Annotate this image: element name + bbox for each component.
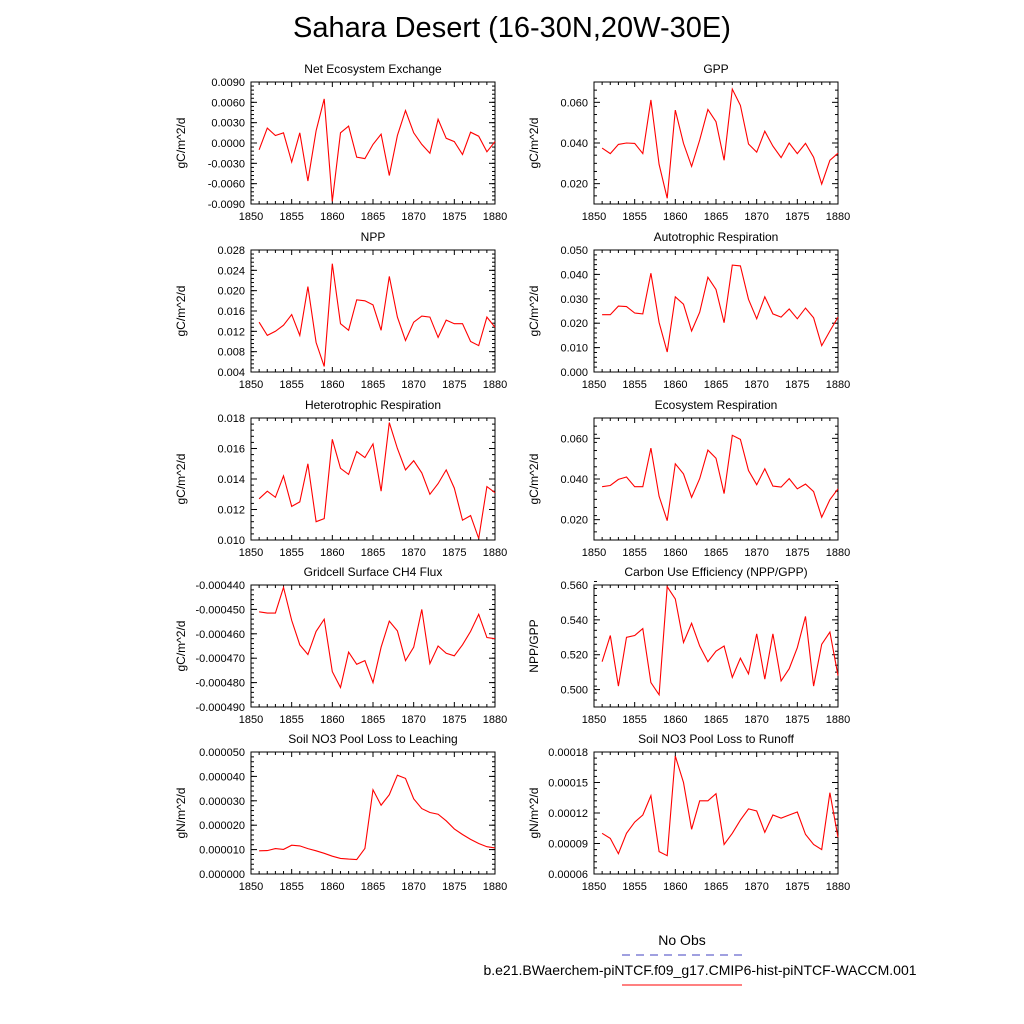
x-tick-label: 1850 [238,211,264,223]
y-axis-label: gC/m^2/d [174,285,188,337]
y-axis-label: gC/m^2/d [527,117,541,169]
y-tick-label: 0.020 [560,514,588,527]
x-tick-label: 1880 [825,211,851,223]
y-tick-label: 0.00012 [548,808,588,820]
plot-frame [594,585,838,707]
plot-frame [594,752,838,874]
y-tick-label: 0.020 [560,178,588,191]
y-tick-label: -0.000480 [195,677,245,690]
x-tick-label: 1860 [663,714,688,726]
y-tick-label: 0.00018 [548,747,588,759]
x-tick-label: 1880 [482,881,508,893]
x-tick-label: 1865 [703,211,729,223]
y-tick-label: 0.030 [560,293,588,306]
y-tick-label: 0.00009 [548,838,588,851]
y-tick-label: 0.040 [560,474,588,486]
panel-title: GPP [703,62,729,76]
plot-frame [251,418,495,540]
legend-model-label: b.e21.BWaerchem-piNTCF.f09_g17.CMIP6-hist-piNTCF-WACCM.001 [483,962,917,978]
y-tick-label: 0.060 [560,433,588,446]
y-tick-label: 0.014 [217,474,245,486]
x-tick-label: 1875 [442,211,467,223]
y-tick-label: 0.520 [560,649,588,662]
x-tick-label: 1855 [622,714,647,726]
y-tick-label: 0.010 [560,342,588,355]
y-tick-label: 0.016 [217,443,245,456]
x-tick-label: 1860 [320,881,345,893]
panel-title: Net Ecosystem Exchange [304,62,442,76]
chart-panel [174,62,507,223]
y-tick-label: 0.020 [217,285,245,298]
x-tick-label: 1870 [401,379,426,391]
y-tick-label: 0.028 [217,245,245,257]
y-tick-label: 0.050 [560,245,588,257]
y-tick-label: 0.560 [560,580,588,592]
x-tick-label: 1870 [744,714,769,726]
x-tick-label: 1855 [279,881,304,893]
panel-title: Carbon Use Efficiency (NPP/GPP) [624,565,808,579]
y-tick-label: 0.0060 [211,97,245,110]
y-tick-label: 0.000020 [199,820,245,833]
x-tick-label: 1870 [401,211,426,223]
panel-title: Heterotrophic Respiration [304,398,442,412]
x-tick-label: 1870 [401,547,426,559]
x-tick-label: 1865 [360,714,386,726]
y-tick-label: 0.000030 [199,795,245,808]
y-axis-label: NPP/GPP [527,619,541,673]
y-axis-label: gN/m^2/d [527,787,541,839]
plot-frame [251,752,495,874]
x-tick-label: 1870 [744,211,769,223]
y-tick-label: 0.000050 [199,747,245,759]
x-tick-label: 1875 [785,211,810,223]
y-tick-label: 0.020 [560,318,588,331]
y-axis-label: gC/m^2/d [527,453,541,505]
x-tick-label: 1860 [320,714,345,726]
x-tick-label: 1880 [482,714,508,726]
chart-panel [527,565,850,726]
x-tick-label: 1880 [825,547,851,559]
series-line [602,265,838,352]
y-tick-label: 0.024 [217,265,245,278]
x-tick-label: 1865 [360,547,386,559]
legend-obs-label: No Obs [658,932,706,948]
x-tick-label: 1860 [320,547,345,559]
x-tick-label: 1875 [785,714,810,726]
x-tick-label: 1850 [581,211,607,223]
x-tick-label: 1860 [663,379,688,391]
x-tick-label: 1865 [703,547,729,559]
y-tick-label: -0.000440 [195,580,245,592]
plot-frame [251,250,495,372]
x-tick-label: 1850 [581,714,607,726]
x-tick-label: 1855 [279,714,304,726]
panel-title: Soil NO3 Pool Loss to Leaching [288,732,458,746]
y-tick-label: 0.500 [560,684,588,697]
y-tick-label: 0.000000 [199,869,245,881]
chart-panel [174,230,507,391]
x-tick-label: 1850 [238,714,264,726]
x-tick-label: 1870 [401,714,426,726]
x-tick-label: 1875 [785,379,810,391]
x-tick-label: 1870 [744,881,769,893]
x-tick-label: 1865 [703,714,729,726]
y-tick-label: -0.0060 [207,178,245,191]
x-tick-label: 1870 [744,547,769,559]
figure-title: Sahara Desert (16-30N,20W-30E) [293,12,731,44]
x-tick-label: 1855 [279,211,304,223]
y-axis-label: gC/m^2/d [174,620,188,672]
series-line [259,99,495,201]
x-tick-label: 1850 [581,881,607,893]
y-axis-label: gN/m^2/d [174,787,188,839]
x-tick-label: 1855 [622,881,647,893]
x-tick-label: 1865 [360,211,386,223]
panel-title: Soil NO3 Pool Loss to Runoff [638,732,794,746]
series-line [602,587,838,695]
x-tick-label: 1850 [581,547,607,559]
x-tick-label: 1875 [442,547,467,559]
panel-title: Autotrophic Respiration [653,230,779,244]
x-tick-label: 1870 [401,881,426,893]
x-tick-label: 1860 [320,211,345,223]
series-line [602,756,838,856]
y-tick-label: 0.000040 [199,771,245,784]
y-tick-label: -0.000490 [195,702,245,714]
y-tick-label: 0.00006 [548,869,588,881]
x-tick-label: 1855 [279,547,304,559]
y-tick-label: 0.018 [217,413,245,425]
y-tick-label: 0.000 [560,367,588,379]
chart-panel [527,732,850,893]
chart-panel [527,398,850,559]
x-tick-label: 1860 [663,881,688,893]
x-tick-label: 1860 [663,211,688,223]
y-tick-label: 0.012 [217,504,245,517]
y-axis-label: gC/m^2/d [174,117,188,169]
y-tick-label: 0.008 [217,346,245,359]
x-tick-label: 1880 [482,211,508,223]
x-tick-label: 1870 [744,379,769,391]
series-line [259,775,495,859]
x-tick-label: 1875 [442,714,467,726]
x-tick-label: 1875 [442,881,467,893]
chart-panel [527,230,850,391]
x-tick-label: 1850 [581,379,607,391]
chart-panel [174,565,507,726]
x-tick-label: 1855 [279,379,304,391]
series-line [602,435,838,520]
series-line [259,264,495,367]
x-tick-label: 1855 [622,547,647,559]
x-tick-label: 1850 [238,547,264,559]
y-tick-label: -0.000460 [195,628,245,641]
chart-panel [527,62,850,223]
x-tick-label: 1880 [482,547,508,559]
x-tick-label: 1860 [320,379,345,391]
x-tick-label: 1875 [785,547,810,559]
chart-panel [174,398,507,559]
plot-frame [251,82,495,204]
y-tick-label: 0.010 [217,535,245,547]
x-tick-label: 1855 [622,379,647,391]
x-tick-label: 1865 [360,881,386,893]
x-tick-label: 1880 [825,379,851,391]
y-tick-label: 0.040 [560,138,588,150]
x-tick-label: 1850 [238,881,264,893]
y-tick-label: 0.0030 [211,117,245,130]
chart-panel [174,732,507,893]
y-tick-label: 0.540 [560,614,588,627]
x-tick-label: 1880 [482,379,508,391]
plot-frame [594,418,838,540]
y-tick-label: -0.000450 [195,604,245,617]
x-tick-label: 1875 [442,379,467,391]
y-tick-label: 0.016 [217,306,245,318]
x-tick-label: 1865 [703,379,729,391]
y-tick-label: 0.004 [217,367,245,379]
y-tick-label: 0.060 [560,97,588,110]
y-tick-label: 0.012 [217,326,245,339]
plot-frame [594,250,838,372]
y-axis-label: gC/m^2/d [174,453,188,505]
x-tick-label: 1865 [360,379,386,391]
series-line [602,89,838,198]
panel-title: Gridcell Surface CH4 Flux [303,565,443,579]
y-tick-label: 0.0000 [211,138,245,150]
y-tick-label: 0.040 [560,269,588,282]
y-axis-label: gC/m^2/d [527,285,541,337]
x-tick-label: 1880 [825,714,851,726]
x-tick-label: 1860 [663,547,688,559]
series-line [259,423,495,539]
x-tick-label: 1855 [622,211,647,223]
x-tick-label: 1880 [825,881,851,893]
x-tick-label: 1850 [238,379,264,391]
y-tick-label: 0.000010 [199,844,245,857]
panel-title: NPP [360,230,386,244]
y-tick-label: 0.0090 [211,77,245,89]
x-tick-label: 1875 [785,881,810,893]
y-tick-label: -0.0030 [207,158,245,171]
y-tick-label: -0.0090 [207,199,245,211]
x-tick-label: 1865 [703,881,729,893]
y-tick-label: -0.000470 [195,653,245,666]
series-line [259,587,495,687]
y-tick-label: 0.00015 [548,777,588,790]
panel-title: Ecosystem Respiration [654,398,778,412]
